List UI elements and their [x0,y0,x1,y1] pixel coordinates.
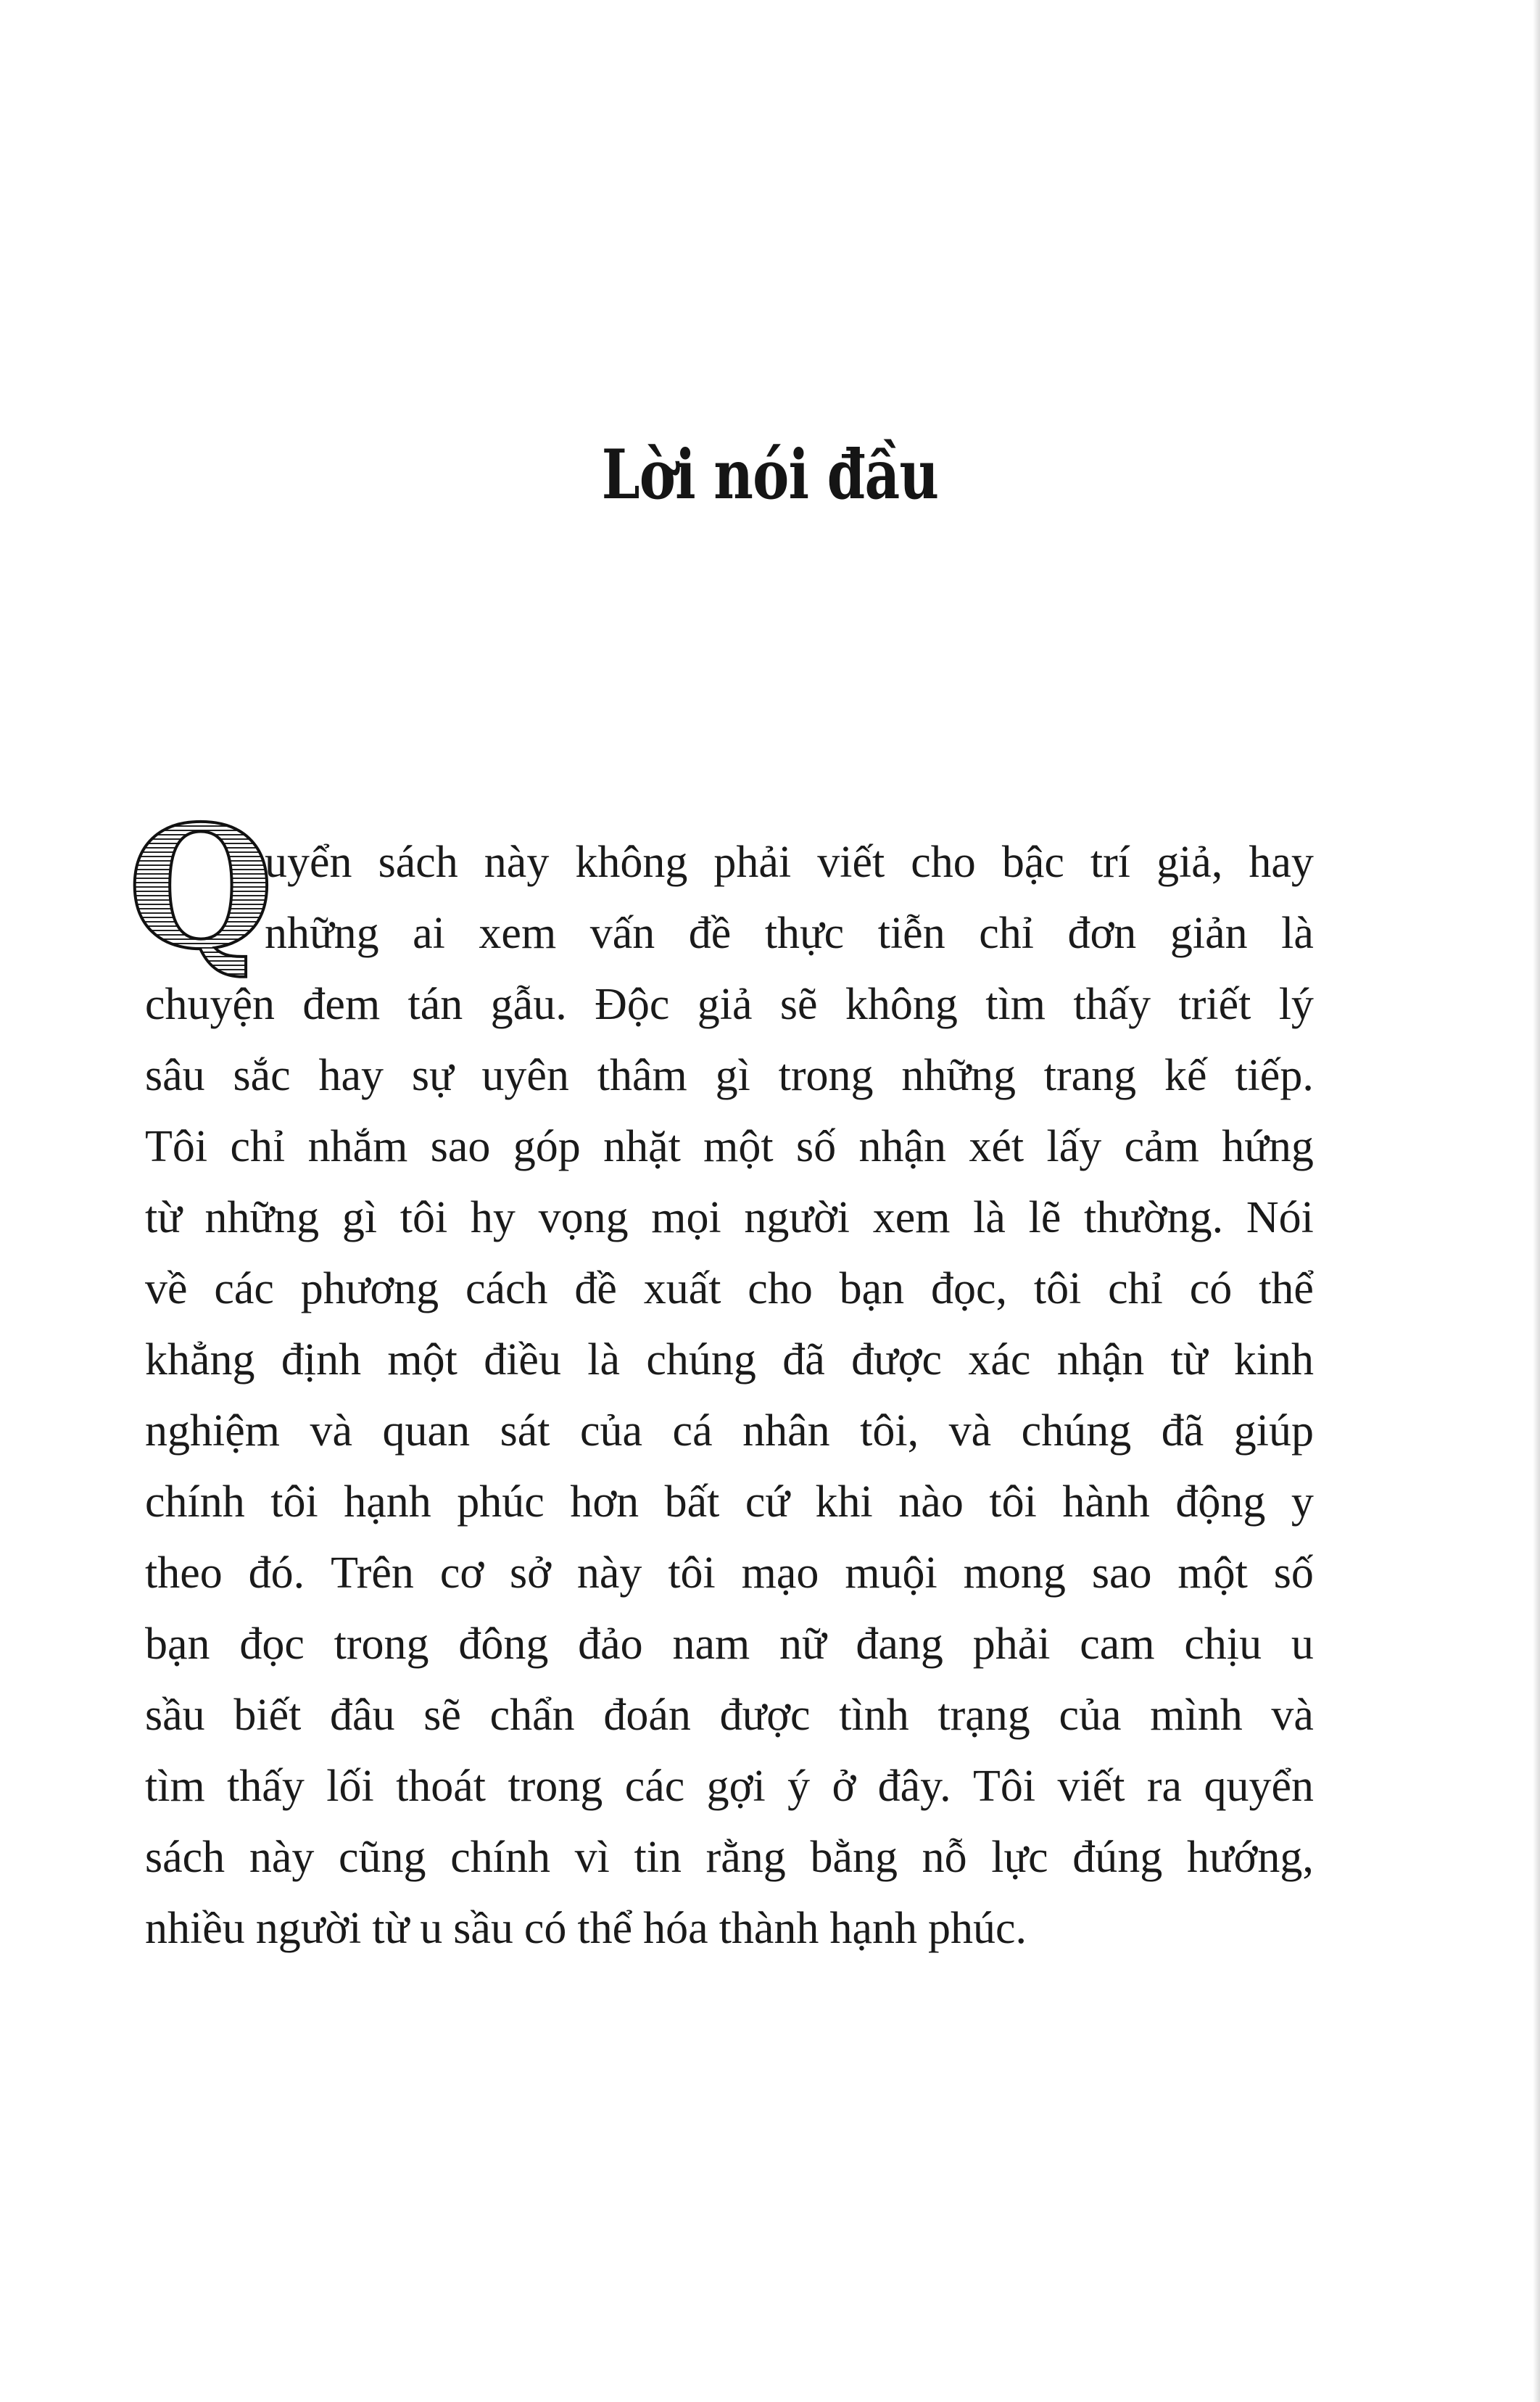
word: mọi [651,1193,721,1242]
word: quyển [1204,1762,1314,1811]
word: hy [470,1193,516,1242]
word: đọc, [931,1264,1008,1313]
word: kế [1164,1051,1207,1100]
word: sát [500,1406,550,1456]
word: viết [1057,1762,1125,1811]
word: hơn [570,1477,639,1527]
word: của [579,1406,643,1456]
word: y [1291,1477,1314,1527]
word: của [1059,1691,1122,1740]
word: phúc [457,1477,545,1527]
word: mong [963,1548,1066,1598]
word: gì [715,1051,750,1100]
word: tôi [400,1193,448,1242]
word: cá [672,1406,713,1456]
word: chuyện [145,980,276,1029]
word: đã [782,1335,825,1384]
word: sao [430,1122,491,1171]
word: triết [1178,980,1251,1029]
word: đang [856,1619,943,1669]
word: tôi [1033,1264,1082,1313]
word: giả, [1156,838,1223,887]
word: không [845,980,958,1029]
word: những [901,1051,1016,1100]
word: động [1175,1477,1266,1527]
word: vấn [589,909,655,958]
word: tôi, [860,1406,919,1456]
word: người [744,1193,850,1242]
word: ở [832,1762,856,1811]
word: giúp [1233,1406,1314,1456]
word: đảo [578,1619,643,1669]
word: uyển [265,838,352,887]
word: cũng [339,1833,426,1882]
word: tiếp. [1235,1051,1314,1100]
body-paragraph [127,788,1314,1964]
word: về [145,1264,188,1313]
word: sách [145,1833,225,1882]
word: hứng [1222,1122,1314,1171]
page-title: Lời nói đầu [601,435,939,515]
word: bậc [1001,838,1064,887]
word: chỉ [1108,1264,1163,1313]
word: bất [664,1477,720,1527]
word: Nói [1246,1193,1314,1242]
word: nghiệm [145,1406,280,1456]
word: định [281,1335,362,1384]
word: các [214,1264,274,1313]
word: vọng [538,1193,629,1242]
word: lý [1278,980,1314,1029]
word: nam [672,1619,750,1669]
word: một [1177,1548,1248,1598]
word: nỗ [922,1833,967,1882]
word: thoát [396,1762,487,1811]
word: hay [318,1051,384,1100]
drop-cap [127,788,275,986]
word: thâm [597,1051,687,1100]
word: là [587,1335,621,1384]
word: chẩn [489,1691,575,1740]
word: bạn [839,1264,905,1313]
word: phương [300,1264,439,1313]
text-line [145,1609,1314,1680]
word: sẽ [423,1691,461,1740]
word: thấy [1073,980,1151,1029]
word: thành [719,1904,819,1953]
word: kinh [1233,1335,1314,1384]
word: sách [378,838,458,887]
word: biết [233,1691,302,1740]
word: tình [839,1691,909,1740]
word: nhân [742,1406,830,1456]
word: điều [484,1335,561,1384]
word: sự [411,1051,454,1100]
word: giản [1170,909,1248,958]
word: chỉ [979,909,1034,958]
word: ai [413,909,445,958]
word: thấy [227,1762,305,1811]
word: xem [479,909,557,958]
word: đâu [330,1691,395,1740]
word: trong [778,1051,874,1100]
word: tiễn [877,909,945,958]
word: lực [991,1833,1048,1882]
word: và [948,1406,992,1456]
word: Trên [331,1548,414,1598]
word: quan [382,1406,471,1456]
text-line [145,1253,1314,1324]
word: tìm [145,1762,205,1811]
text-line [145,1822,1314,1893]
word: tin [634,1833,682,1882]
word: gì [341,1193,378,1242]
word: viết [817,838,885,887]
word: chỉ [230,1122,286,1171]
word: tôi [668,1548,716,1598]
word: nhận [1056,1335,1145,1384]
word: nào [898,1477,964,1527]
word: đó. [248,1548,305,1598]
text-line [145,1680,1314,1751]
word: cảm [1124,1122,1199,1171]
word: số [795,1122,837,1171]
text-line [145,1111,1314,1182]
word: là [973,1193,1006,1242]
word: được [719,1691,811,1740]
word: hạnh [344,1477,431,1527]
word: khẳng [145,1335,255,1384]
text-line [145,898,1314,969]
word: đây. [877,1762,951,1811]
word: muội [845,1548,937,1598]
word: đông [458,1619,549,1669]
word: cơ [439,1548,484,1598]
word: từ [145,1193,182,1242]
word: chúng [646,1335,756,1384]
word: có [1189,1264,1233,1313]
word: lẽ [1028,1193,1061,1242]
word: sao [1091,1548,1152,1598]
word: một [703,1122,774,1171]
word: đề [688,909,732,958]
word: góp [513,1122,581,1171]
word: thể [1259,1264,1314,1313]
word: sắc [233,1051,291,1100]
text-line [145,1395,1314,1466]
word: mạo [741,1548,819,1598]
word: đúng [1072,1833,1163,1882]
word: hay [1249,838,1314,887]
text-line [145,1466,1314,1538]
word: thực [764,909,845,958]
word: giả [697,980,753,1029]
word: từ [1170,1335,1208,1384]
word: đem [302,980,381,1029]
word: tôi [989,1477,1037,1527]
word: hành [1062,1477,1150,1527]
word: từ [372,1904,410,1953]
word: này [249,1833,315,1882]
word: ý [787,1762,811,1811]
word: xuất [643,1264,721,1313]
word: uyên [481,1051,569,1100]
word: nhắm [307,1122,408,1171]
word: được [851,1335,942,1384]
word: không [575,838,688,887]
word: Tôi [145,1122,208,1171]
drop-cap-q-glyph [127,788,275,986]
word: xem [872,1193,951,1242]
word: trang [1043,1051,1137,1100]
word: u [1291,1619,1314,1669]
word: Độc [595,980,670,1029]
word: đọc [239,1619,305,1669]
word: gẫu. [490,980,567,1029]
word: người [255,1904,362,1953]
word: chúng [1021,1406,1132,1456]
word: thể [577,1904,633,1953]
word: u [420,1904,443,1953]
word: ra [1146,1762,1183,1811]
text-line [145,1538,1314,1609]
word: các [624,1762,685,1811]
word: phải [713,838,792,887]
word: trong [508,1762,603,1811]
text-line [145,1893,1314,1964]
word: hướng, [1186,1833,1314,1882]
word: xác [968,1335,1031,1384]
word: cách [465,1264,548,1313]
word: đoán [603,1691,691,1740]
word: nhiều [145,1904,245,1953]
word: rằng [705,1833,786,1882]
word: tán [407,980,463,1029]
word: sở [510,1548,551,1598]
word: thường. [1084,1193,1224,1242]
word: vì [574,1833,610,1882]
word: sầu [453,1904,513,1953]
word: sẽ [779,980,818,1029]
word: chịu [1184,1619,1262,1669]
word: hóa [643,1904,708,1953]
drop-cap-letter: Q [127,788,275,986]
word: cam [1080,1619,1155,1669]
word: cho [748,1264,813,1313]
word: là [1281,909,1314,958]
word: hạnh [829,1904,917,1953]
page-edge [1533,0,1540,2402]
word: mình [1150,1691,1243,1740]
word: và [1271,1691,1314,1740]
word: và [310,1406,353,1456]
word: số [1273,1548,1314,1598]
word: sầu [145,1691,205,1740]
word: cứ [745,1477,790,1527]
text-line [145,969,1314,1040]
word: sâu [145,1051,205,1100]
word: xét [969,1122,1024,1171]
word: nữ [779,1619,827,1669]
word: tìm [985,980,1046,1029]
word: phúc. [927,1904,1027,1953]
word: này [484,838,550,887]
word: bạn [145,1619,210,1669]
word: nhận [858,1122,947,1171]
word: những [265,909,379,958]
word: lấy [1046,1122,1102,1171]
word: đề [574,1264,617,1313]
word: nhặt [603,1122,681,1171]
word: phải [972,1619,1051,1669]
word: đơn [1067,909,1137,958]
text-line [145,1751,1314,1822]
text-line [145,827,1314,898]
text-line [145,1324,1314,1395]
word: cho [911,838,976,887]
word: khi [815,1477,873,1527]
word: bằng [810,1833,898,1882]
text-line [145,1182,1314,1253]
word: chính [145,1477,245,1527]
word: gợi [706,1762,766,1811]
word: những [204,1193,320,1242]
word: trong [334,1619,429,1669]
word: đã [1161,1406,1204,1456]
word: chính [450,1833,550,1882]
word: một [387,1335,458,1384]
word: có [523,1904,567,1953]
word: lối [326,1762,374,1811]
word: trí [1090,838,1131,887]
word: theo [145,1548,223,1598]
word: trạng [937,1691,1030,1740]
word: Tôi [973,1762,1036,1811]
word: tôi [270,1477,318,1527]
word: này [576,1548,642,1598]
text-line [145,1040,1314,1111]
